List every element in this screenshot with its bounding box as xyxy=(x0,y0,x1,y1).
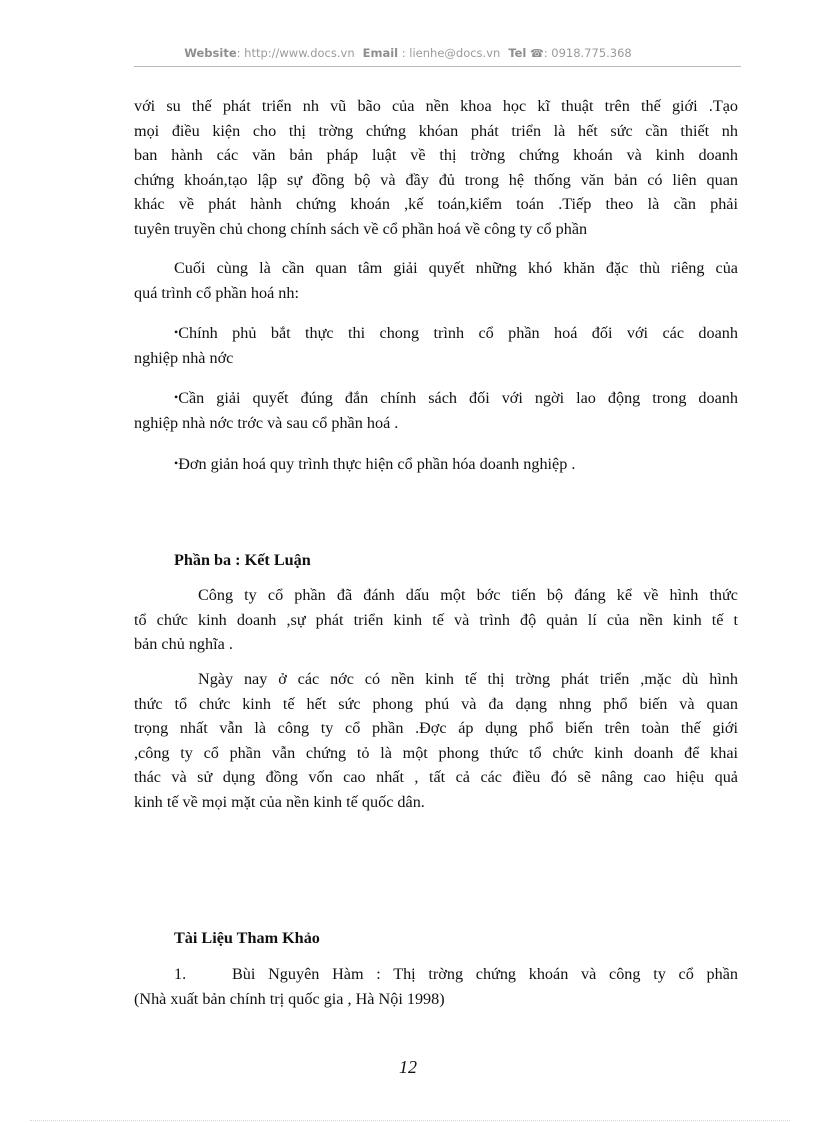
footer-divider xyxy=(30,1120,790,1121)
text-line xyxy=(134,320,738,346)
bullet-text: Đơn giản hoá quy trình thực hiện cổ phần hóa doanh nghiệp . xyxy=(178,455,576,473)
text-line: kinh tế về mọi mặt của nền kinh tế quốc dân. xyxy=(134,792,425,811)
text-line: ,công ty cổ phần vẫn chứng tỏ là một phong thức tổ chức kinh doanh để khai xyxy=(134,743,738,762)
text-line xyxy=(134,451,738,477)
tel-label: Tel xyxy=(508,46,527,60)
paragraph-2 xyxy=(134,256,738,305)
text-line: ban hành các văn bản pháp luật về thị trờng chứng khoán và kinh doanh xyxy=(134,146,738,165)
text-line: chứng khoán,tạo lập sự đồng bộ và đầy đủ trong hệ thống văn bản có liên quan xyxy=(134,170,738,189)
text-line: thức tổ chức kinh tế hết sức phong phú và đa dạng nhng phổ biến và quan xyxy=(134,694,738,713)
header-divider xyxy=(134,66,741,67)
bullet-text: Chính phủ bắt thực thi chong trình cổ phần hoá đối với các doanh xyxy=(178,324,738,342)
email-label: Email xyxy=(362,46,399,60)
reference-text: Bùi Nguyên Hàm : Thị trờng chứng khoán và công ty cổ phần xyxy=(232,965,738,983)
text-line: tuyên truyền chủ chong chính sách về cổ phần hoá về công ty cổ phần xyxy=(134,219,588,238)
text-line: khác về phát hành chứng khoán ,kế toán,kiểm toán .Tiếp theo là cần phải xyxy=(134,195,738,214)
bullet-item-3 xyxy=(134,451,738,477)
bullet-icon: • xyxy=(174,325,179,339)
paragraph-4 xyxy=(134,667,738,815)
bullet-icon: • xyxy=(174,390,179,404)
text-line: nghiệp nhà nớc trớc và sau cổ phần hoá . xyxy=(134,413,399,432)
text-line: quá trình cổ phần hoá nh: xyxy=(134,283,299,302)
references-heading: Tài Liệu Tham Khảo xyxy=(174,929,320,947)
reference-number: 1. xyxy=(174,965,187,983)
text-line: thác và sử dụng đồng vốn cao nhất , tất cả các điều đó sẽ nâng cao hiệu quả xyxy=(134,768,738,787)
text-line: mọi điều kiện cho thị trờng chứng khóan phát triển là hết sức cần thiết nh xyxy=(134,121,738,140)
website-label: Website xyxy=(184,46,237,60)
section-heading: Phần ba : Kết Luận xyxy=(174,551,311,569)
text-line xyxy=(134,385,738,411)
text-line: với su thế phát triển nh vũ bão của nền khoa học kĩ thuật trên thế giới .Tạo xyxy=(134,97,738,115)
tel-value: : 0918.775.368 xyxy=(543,46,632,60)
phone-icon: ☎ xyxy=(530,47,544,60)
bullet-text: Cần giải quyết đúng đắn chính sách đối với ngời lao động trong doanh xyxy=(178,389,738,407)
paragraph-1 xyxy=(134,94,738,242)
text-line: tổ chức kinh doanh ,sự phát triển kinh tế và trình độ quản lí của nền kinh tế t xyxy=(134,610,738,629)
paragraph-3 xyxy=(134,583,738,657)
email-value: : lienhe@docs.vn xyxy=(401,46,501,60)
website-value: : http://www.docs.vn xyxy=(236,46,355,60)
page-header xyxy=(0,46,816,66)
text-line: Ngày nay ở các nớc có nền kinh tế thị trờng phát triển ,mặc dù hình xyxy=(198,670,738,688)
bullet-icon: • xyxy=(174,456,179,470)
text-line: Công ty cổ phần đã đánh dấu một bớc tiến bộ đáng kể về hình thức xyxy=(198,586,738,604)
text-line: nghiệp nhà nớc xyxy=(134,348,234,367)
text-line: trọng nhất vẫn là công ty cổ phần .Đợc áp dụng phổ biến trên toàn thế giới xyxy=(134,719,738,738)
page-number: 12 xyxy=(399,1057,417,1077)
text-line: Cuối cùng là cần quan tâm giải quyết những khó khăn đặc thù riêng của xyxy=(174,259,738,277)
text-line xyxy=(134,962,738,987)
bullet-item-1 xyxy=(134,320,738,370)
reference-item xyxy=(134,962,738,1011)
text-line: (Nhà xuất bản chính trị quốc gia , Hà Nội 1998) xyxy=(134,989,445,1008)
text-line: bản chủ nghĩa . xyxy=(134,635,233,654)
bullet-item-2 xyxy=(134,385,738,435)
